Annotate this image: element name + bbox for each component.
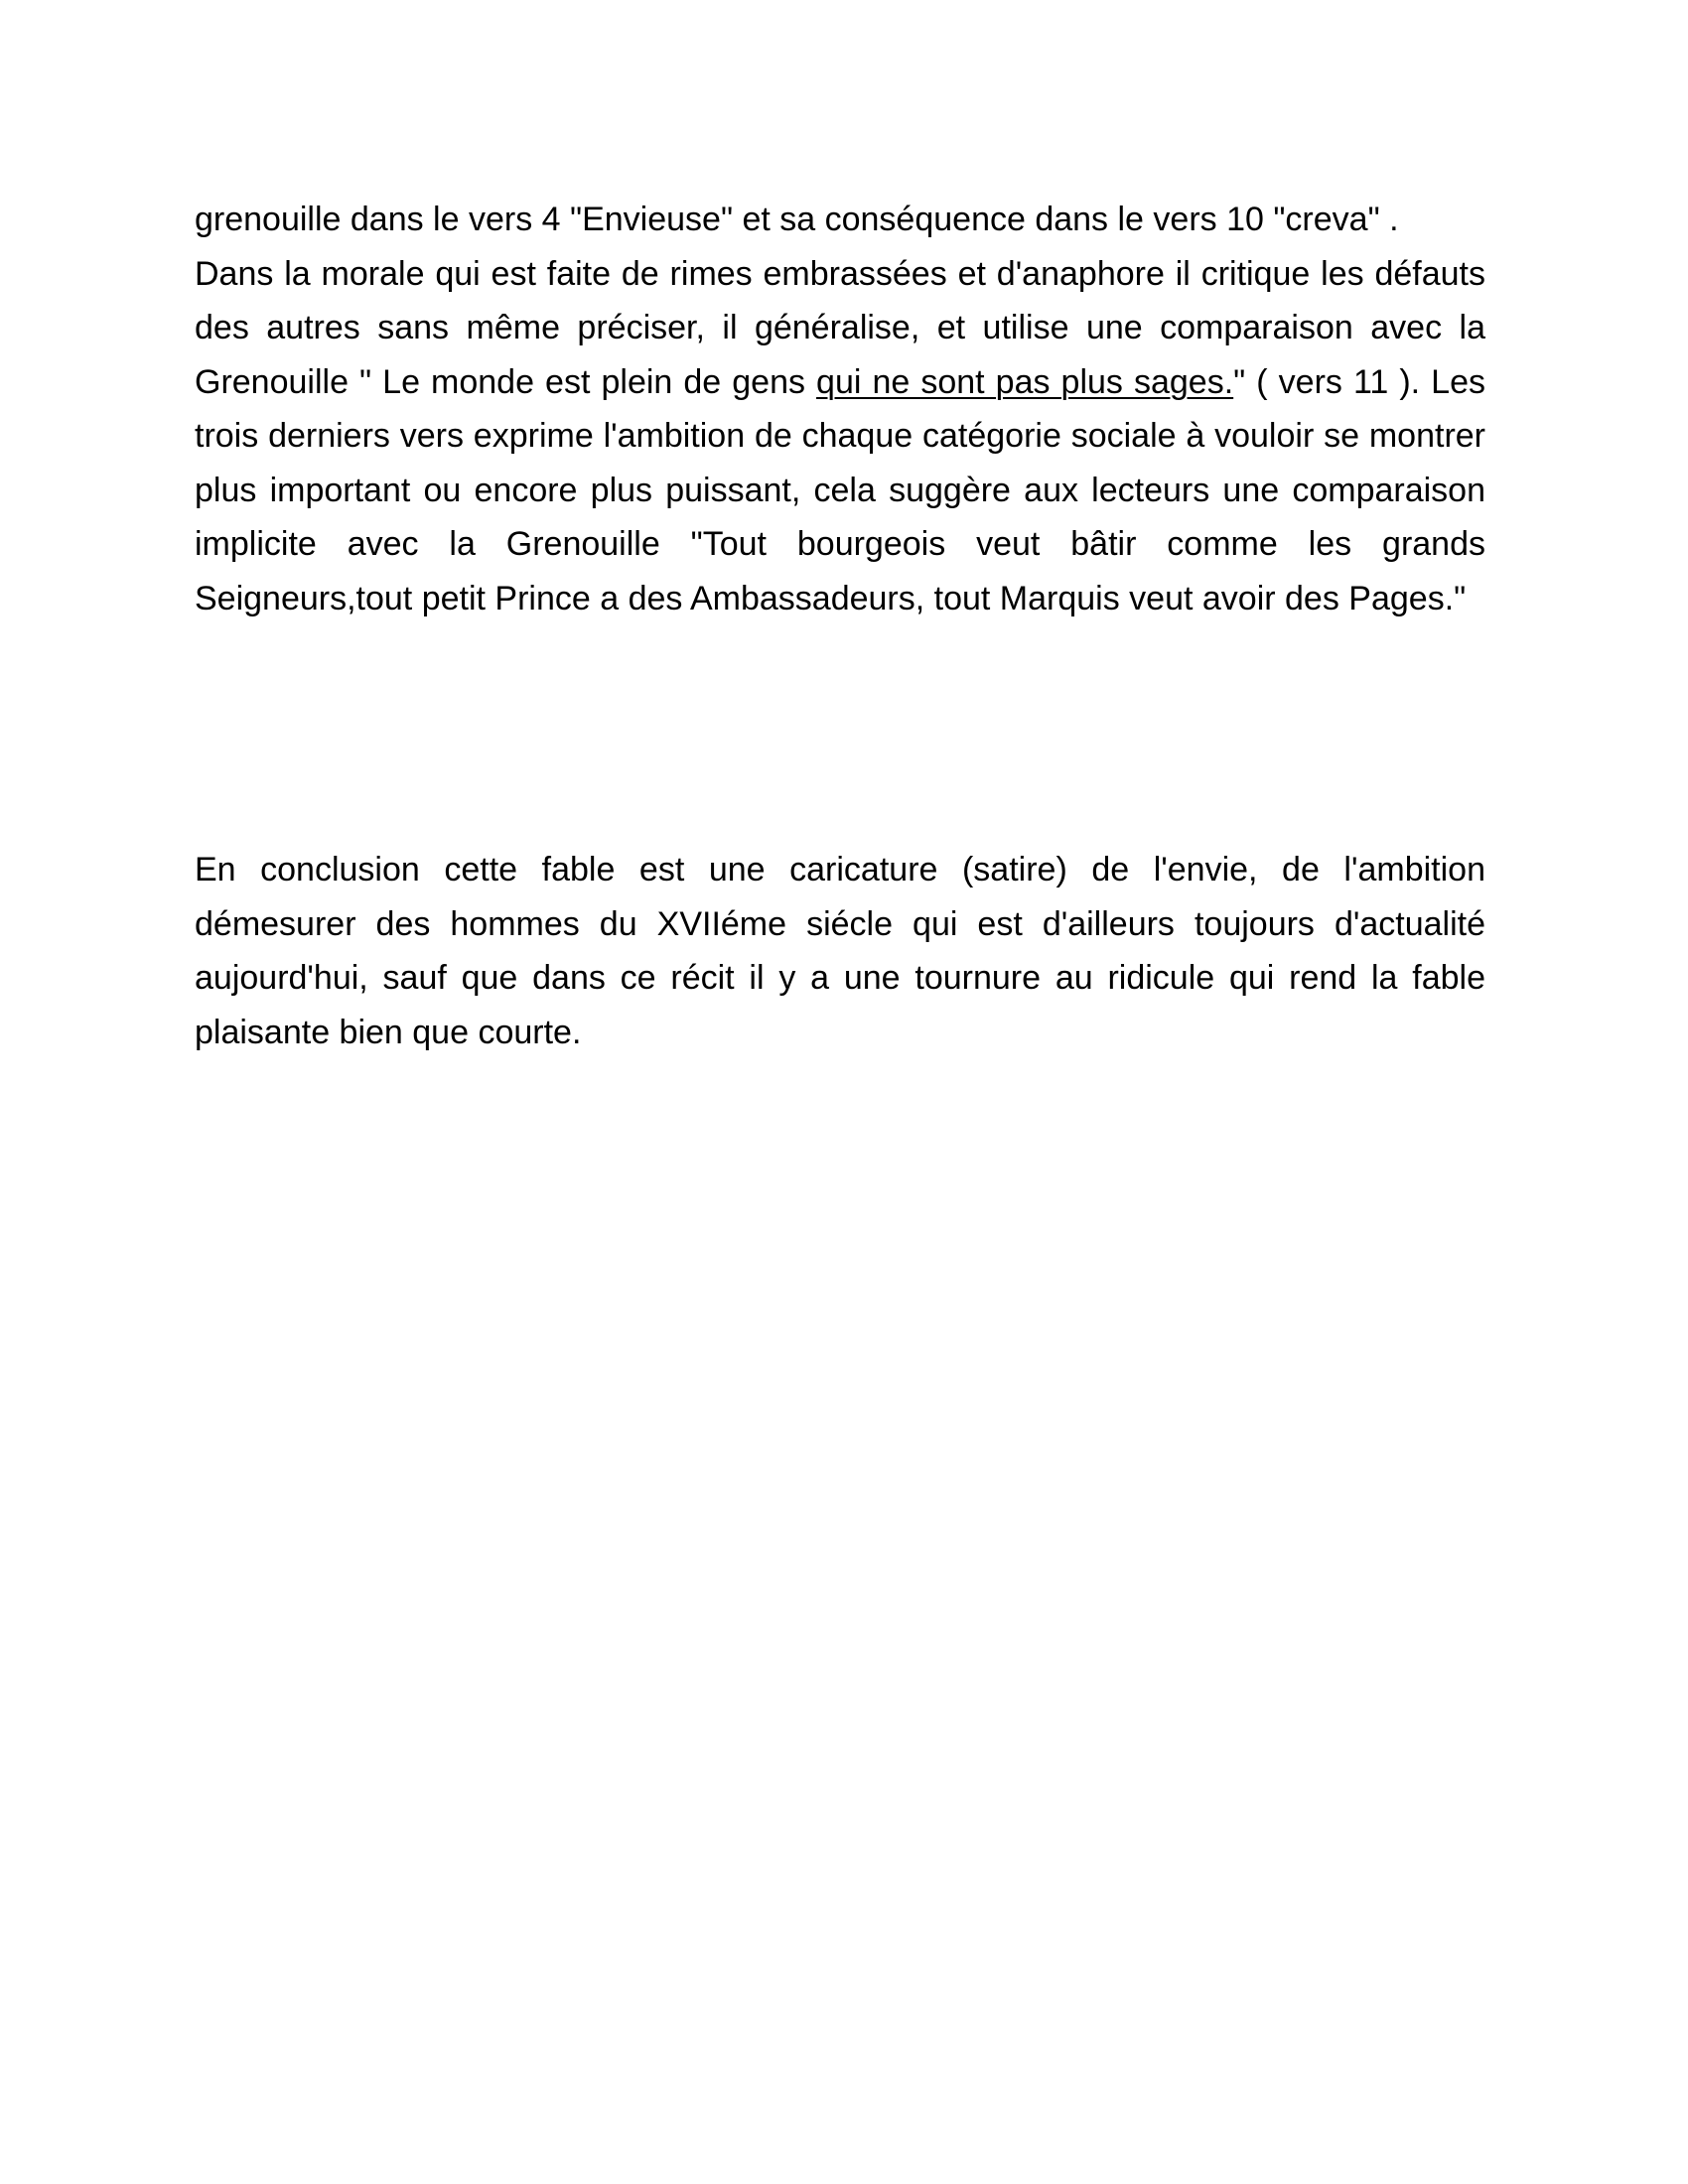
morale-text-end: " ( vers 11 ). Les trois derniers vers exprime l'ambition de chaque catégorie sociale à vouloir se montrer plus important ou encore plus puissant, cela suggère aux lecteurs une comparaison implicite avec la Grenouille "Tout bourgeois veut bâtir comme les grands Seigneurs,tout petit Prince a des Ambassadeurs, tout Marquis veut avoir des Pages." — [195, 362, 1485, 617]
analysis-paragraph — [195, 193, 1485, 625]
conclusion-paragraph — [195, 843, 1485, 1059]
conclusion-text: En conclusion cette fable est une caricature (satire) de l'envie, de l'ambition démesurer des hommes du XVIIéme siécle qui est d'ailleurs toujours d'actualité aujourd'hui, sauf que dans ce récit il y a une tournure au ridicule qui rend la fable plaisante bien que courte. — [195, 851, 1485, 1051]
underlined-quote: qui ne sont pas plus sages. — [816, 362, 1234, 401]
carryover-line: grenouille dans le vers 4 "Envieuse" et sa conséquence dans le vers 10 "creva" . — [195, 201, 1399, 238]
morale-text-start: Dans la morale qui est faite de rimes embrassées et d'anaphore il critique les défauts des autres sans même préciser, il généralise, et utilise une comparaison avec la Grenouille " Le monde est plein de gens — [195, 254, 1485, 401]
